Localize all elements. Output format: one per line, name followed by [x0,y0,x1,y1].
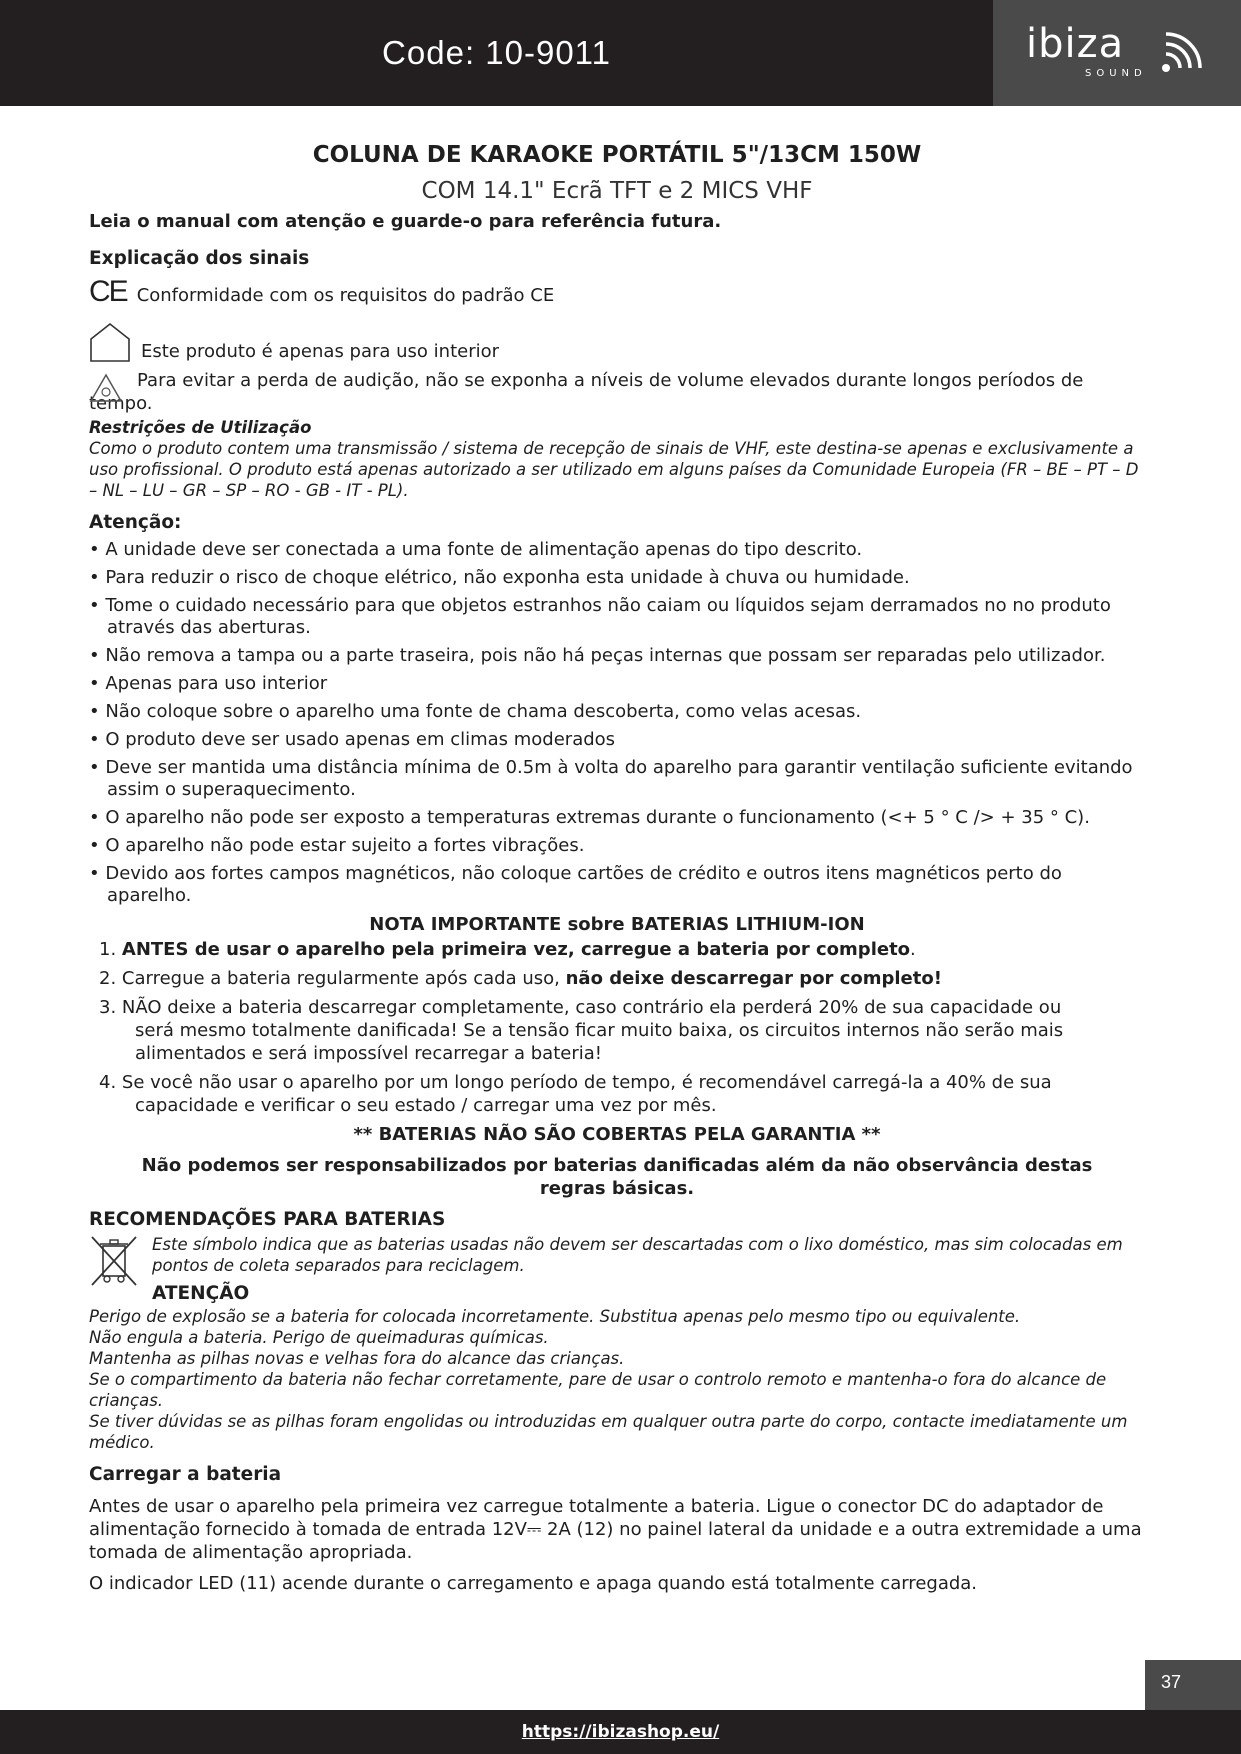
battery-note-heading: NOTA IMPORTANTE sobre BATERIAS LITHIUM-ION [369,914,865,935]
page-number-box [1145,1660,1241,1710]
manual-content [89,140,1145,1595]
battery-warning-line: Não engula a bateria. Perigo de queimaduras químicas. [89,1328,549,1347]
ce-mark-icon: CE [89,275,127,308]
list-item: • A unidade deve ser conectada a uma fonte de alimentação apenas do tipo descrito. [89,539,863,560]
hearing-sign-text: Para evitar a perda de audição, não se exponha a níveis de volume elevados durante longos períodos de tempo. [89,370,1084,414]
restrictions-text: Como o produto contem uma transmissão / sistema de recepção de sinais de VHF, este destina-se apenas e exclusivamente a uso profissional. O produto está apenas autorizado a ser utilizado em alguns países da Comunidade Europeia (FR – BE – PT – D – NL – LU – GR – SP – RO - GB - IT - PL). [89,439,1139,500]
intro-notice: Leia o manual com atenção e guarde-o para referência futura. [89,211,722,232]
charging-heading: Carregar a bateria [89,1464,282,1485]
hearing-warning-icon [89,373,123,403]
list-item: • O aparelho não pode ser exposto a temperaturas extremas durante o funcionamento (<+ 5 ° C /> + 35 ° C). [89,807,1090,828]
product-code: Code: 10-9011 [382,34,611,71]
list-item: • O produto deve ser usado apenas em climas moderados [89,729,616,750]
logo-subtitle: SOUND [1085,68,1147,79]
recycle-sign-text: Este símbolo indica que as baterias usadas não devem ser descartadas com o lixo doméstico, mas sim colocadas em pontos de coleta separados para reciclagem. [152,1235,1123,1275]
battery-warning-line: Perigo de explosão se a bateria for colocada incorretamente. Substitua apenas pelo mesmo tipo ou equivalente. [89,1307,1021,1326]
document-subtitle: COM 14.1" Ecrã TFT e 2 MICS VHF [421,178,813,204]
restrictions-heading: Restrições de Utilização [89,418,312,437]
list-item: 3. NÃO deixe a bateria descarregar completamente, caso contrário ela perderá 20% de sua capacidade ou será mesmo totalmente danificada! Se a tensão ficar muito baixa, os circuitos internos não serão mais alimentados e será impossível recarregar a bateria! [99,997,1064,1064]
battery-attention-heading: ATENÇÃO [152,1283,250,1304]
page-number: 37 [1161,1672,1182,1692]
sound-waves-icon [1158,32,1202,76]
list-item: 2. Carregue a bateria regularmente após cada uso, não deixe descarregar por completo! [99,968,942,989]
document-title: COLUNA DE KARAOKE PORTÁTIL 5"/13CM 150W [312,142,922,168]
battery-warning-line: Se tiver dúvidas se as pilhas foram engolidas ou introduzidas em qualquer outra parte do corpo, contacte imediatamente um médico. [89,1412,1128,1452]
ce-sign-row [89,277,1145,307]
indoor-sign-text: Este produto é apenas para uso interior [141,341,500,362]
charging-led-note: O indicador LED (11) acende durante o carregamento e apaga quando está totalmente carregada. [89,1573,978,1594]
footer-link[interactable]: https://ibizashop.eu/ [521,1722,720,1742]
list-item: • Tome o cuidado necessário para que objetos estranhos não caiam ou líquidos sejam derramados no no produto através das aberturas. [89,595,1111,638]
logo-wordmark: ibiza [1026,21,1125,67]
recommendations-heading: RECOMENDAÇÕES PARA BATERIAS [89,1209,446,1230]
battery-warning-line: Se o compartimento da bateria não fechar corretamente, pare de usar o controlo remoto e mantenha-o fora do alcance de crianças. [89,1370,1107,1410]
list-item: • Apenas para uso interior [89,673,328,694]
ce-sign-text: Conformidade com os requisitos do padrão CE [136,285,555,306]
house-icon [89,321,131,363]
liability-notice: Não podemos ser responsabilizados por baterias danificadas além da não observância destas regras básicas. [141,1155,1093,1199]
list-item: • Não remova a tampa ou a parte traseira, pois não há peças internas que possam ser reparadas pelo utilizador. [89,645,1106,666]
attention-list [89,539,1145,907]
list-item: • Para reduzir o risco de choque elétrico, não exponha esta unidade à chuva ou humidade. [89,567,910,588]
list-item: • Não coloque sobre o aparelho uma fonte de chama descoberta, como velas acesas. [89,701,862,722]
brand-logo [993,0,1241,106]
list-item: 1. ANTES de usar o aparelho pela primeira vez, carregue a bateria por completo. [99,939,916,960]
hearing-sign-row [89,369,1145,415]
indoor-sign-row [89,321,1145,363]
list-item: • Deve ser mantida uma distância mínima de 0.5m à volta do aparelho para garantir ventilação suficiente evitando assim o superaquecimento. [89,757,1133,800]
list-item: 4. Se você não usar o aparelho por um longo período de tempo, é recomendável carregá-la a 40% de sua capacidade e verificar o seu estado / carregar uma vez por mês. [99,1072,1052,1116]
battery-warning-line: Mantenha as pilhas novas e velhas fora do alcance das crianças. [89,1349,625,1368]
list-item: • O aparelho não pode estar sujeito a fortes vibrações. [89,835,585,856]
list-item: • Devido aos fortes campos magnéticos, não coloque cartões de crédito e outros itens magnéticos perto do aparelho. [89,863,1062,906]
page-footer [0,1710,1241,1754]
crossed-bin-icon [89,1234,139,1288]
charging-instructions: Antes de usar o aparelho pela primeira vez carregue totalmente a bateria. Ligue o conector DC do adaptador de alimentação fornecido à tomada de entrada 12V⎓ 2A (12) no painel lateral da unidade e a outra extremidade a uma tomada de alimentação apropriada. [89,1496,1142,1563]
battery-note-list [89,938,1145,1117]
page-header [0,0,1241,106]
signs-heading: Explicação dos sinais [89,248,310,269]
warranty-notice: ** BATERIAS NÃO SÃO COBERTAS PELA GARANTIA ** [353,1124,881,1145]
attention-heading: Atenção: [89,512,182,533]
recycle-sign-row [89,1234,1145,1306]
